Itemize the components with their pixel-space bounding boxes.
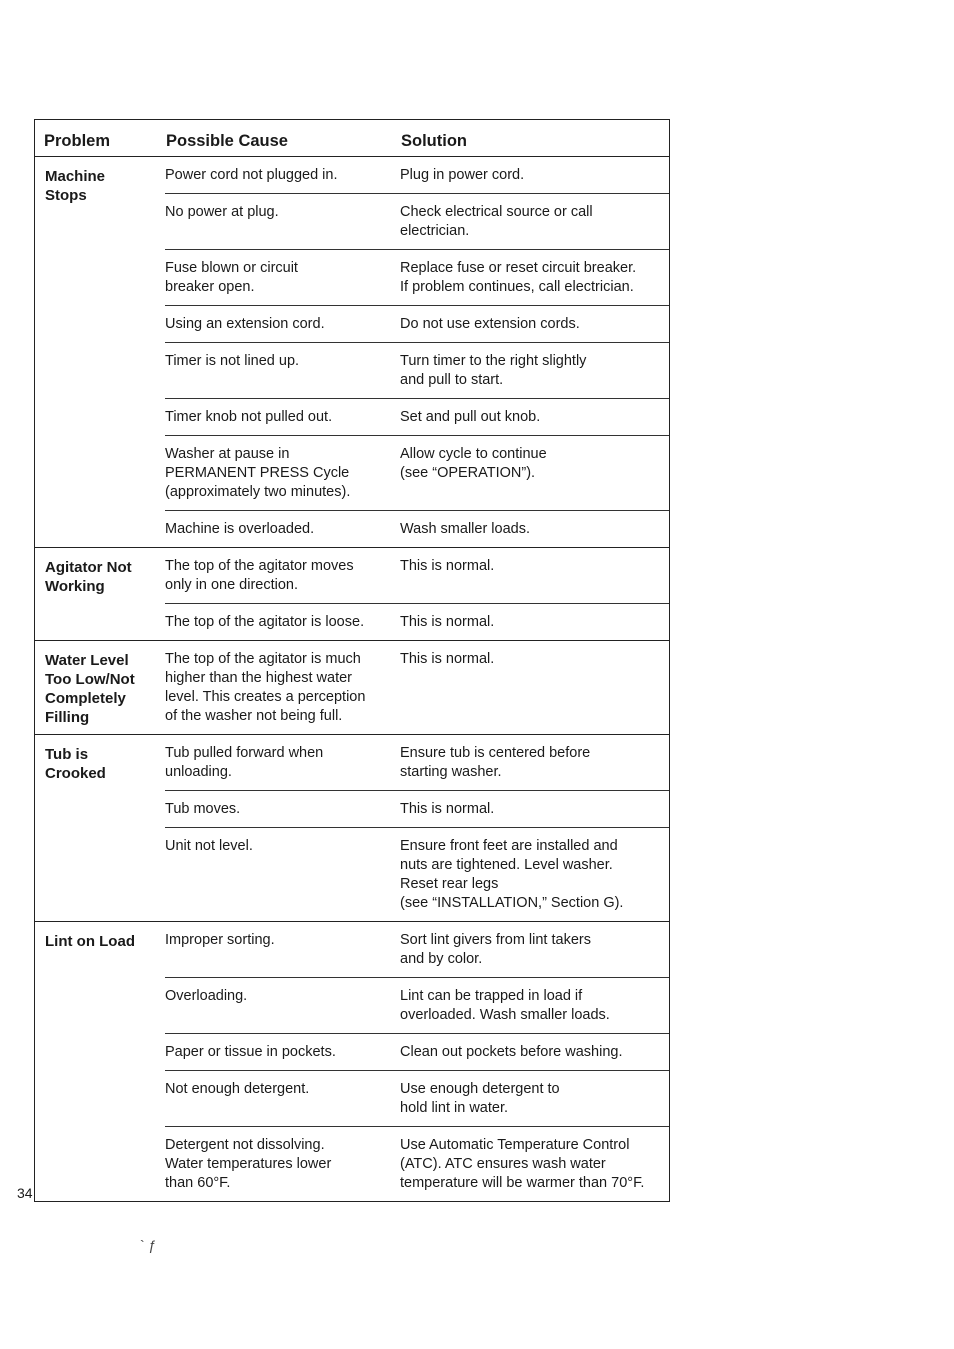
solution-text: Allow cycle to continue (see “OPERATION”). bbox=[400, 446, 547, 481]
possible-cause-text: The top of the agitator is much higher than the highest water level. This creates a perception of the washer not being full. bbox=[165, 651, 366, 724]
table-row bbox=[165, 398, 669, 435]
solution-text: Lint can be trapped in load if overloaded. Wash smaller loads. bbox=[400, 988, 610, 1023]
possible-cause-text: Tub pulled forward when unloading. bbox=[165, 745, 324, 780]
solution-text: Wash smaller loads. bbox=[400, 521, 531, 537]
problem-group bbox=[34, 922, 670, 1202]
possible-cause-text: Paper or tissue in pockets. bbox=[165, 1044, 336, 1060]
problem-group bbox=[34, 641, 670, 735]
solution-text: Ensure tub is centered before starting washer. bbox=[400, 745, 591, 780]
possible-cause-text: Improper sorting. bbox=[165, 932, 275, 948]
solution-text: This is normal. bbox=[400, 651, 495, 667]
header-solution: Solution bbox=[401, 132, 467, 150]
problem-label: Agitator Not Working bbox=[45, 559, 132, 595]
table-row bbox=[165, 603, 669, 640]
table-row bbox=[165, 342, 669, 398]
solution-text: This is normal. bbox=[400, 801, 495, 817]
header-possible-cause: Possible Cause bbox=[166, 132, 288, 150]
possible-cause-text: Power cord not plugged in. bbox=[165, 167, 338, 183]
problem-label: Tub is Crooked bbox=[45, 746, 106, 782]
table-row bbox=[165, 922, 669, 977]
table-header bbox=[34, 119, 670, 157]
possible-cause-text: Timer is not lined up. bbox=[165, 353, 300, 369]
table-row bbox=[165, 1070, 669, 1126]
solution-text: Use enough detergent to hold lint in water. bbox=[400, 1081, 560, 1116]
table-row bbox=[165, 1033, 669, 1070]
troubleshooting-table bbox=[34, 119, 670, 1202]
problem-group bbox=[34, 735, 670, 922]
table-row bbox=[165, 305, 669, 342]
problem-group bbox=[34, 157, 670, 548]
table-row bbox=[165, 548, 669, 603]
possible-cause-text: Unit not level. bbox=[165, 838, 253, 854]
page-number: 34 bbox=[17, 1185, 33, 1201]
footer-mark: ` ƒ bbox=[140, 1237, 157, 1253]
problem-label: Machine Stops bbox=[45, 168, 106, 204]
possible-cause-text: The top of the agitator is loose. bbox=[165, 614, 365, 630]
solution-text: Plug in power cord. bbox=[400, 167, 525, 183]
possible-cause-text: Washer at pause in PERMANENT PRESS Cycle (approximately two minutes). bbox=[165, 446, 351, 500]
solution-text: Set and pull out knob. bbox=[400, 409, 541, 425]
table-row bbox=[165, 735, 669, 790]
solution-text: Clean out pockets before washing. bbox=[400, 1044, 623, 1060]
possible-cause-text: No power at plug. bbox=[165, 204, 279, 220]
solution-text: Do not use extension cords. bbox=[400, 316, 580, 332]
cause-solution-rows bbox=[165, 922, 669, 1201]
possible-cause-text: Tub moves. bbox=[165, 801, 241, 817]
cause-solution-rows bbox=[165, 548, 669, 640]
table-row bbox=[165, 641, 669, 734]
cause-solution-rows bbox=[165, 735, 669, 921]
solution-text: Sort lint givers from lint takers and by color. bbox=[400, 932, 591, 967]
table-row bbox=[165, 977, 669, 1033]
possible-cause-text: Overloading. bbox=[165, 988, 248, 1004]
table-body bbox=[34, 157, 670, 1202]
header-problem: Problem bbox=[44, 132, 111, 150]
solution-text: Use Automatic Temperature Control (ATC). ATC ensures wash water temperature will be warmer than 70°F. bbox=[400, 1137, 645, 1191]
possible-cause-text: The top of the agitator moves only in one direction. bbox=[165, 558, 354, 593]
table-row bbox=[165, 157, 669, 193]
possible-cause-text: Not enough detergent. bbox=[165, 1081, 310, 1097]
possible-cause-text: Machine is overloaded. bbox=[165, 521, 315, 537]
possible-cause-text: Detergent not dissolving. Water temperatures lower than 60°F. bbox=[165, 1137, 332, 1191]
problem-label: Water Level Too Low/Not Completely Filling bbox=[45, 652, 135, 726]
cause-solution-rows bbox=[165, 641, 669, 734]
solution-text: Ensure front feet are installed and nuts are tightened. Level washer. Reset rear legs (see “INSTALLATION,” Section G). bbox=[400, 838, 624, 911]
solution-text: Check electrical source or call electrician. bbox=[400, 204, 593, 239]
table-row bbox=[165, 510, 669, 547]
table-row bbox=[165, 249, 669, 305]
possible-cause-text: Using an extension cord. bbox=[165, 316, 325, 332]
solution-text: This is normal. bbox=[400, 614, 495, 630]
table-row bbox=[165, 790, 669, 827]
cause-solution-rows bbox=[165, 157, 669, 547]
possible-cause-text: Timer knob not pulled out. bbox=[165, 409, 333, 425]
solution-text: Turn timer to the right slightly and pull to start. bbox=[400, 353, 587, 388]
possible-cause-text: Fuse blown or circuit breaker open. bbox=[165, 260, 298, 295]
solution-text: Replace fuse or reset circuit breaker. If problem continues, call electrician. bbox=[400, 260, 637, 295]
problem-label: Lint on Load bbox=[45, 933, 135, 950]
problem-group bbox=[34, 548, 670, 641]
table-row bbox=[165, 193, 669, 249]
solution-text: This is normal. bbox=[400, 558, 495, 574]
table-row bbox=[165, 1126, 669, 1201]
table-row bbox=[165, 435, 669, 510]
table-row bbox=[165, 827, 669, 921]
